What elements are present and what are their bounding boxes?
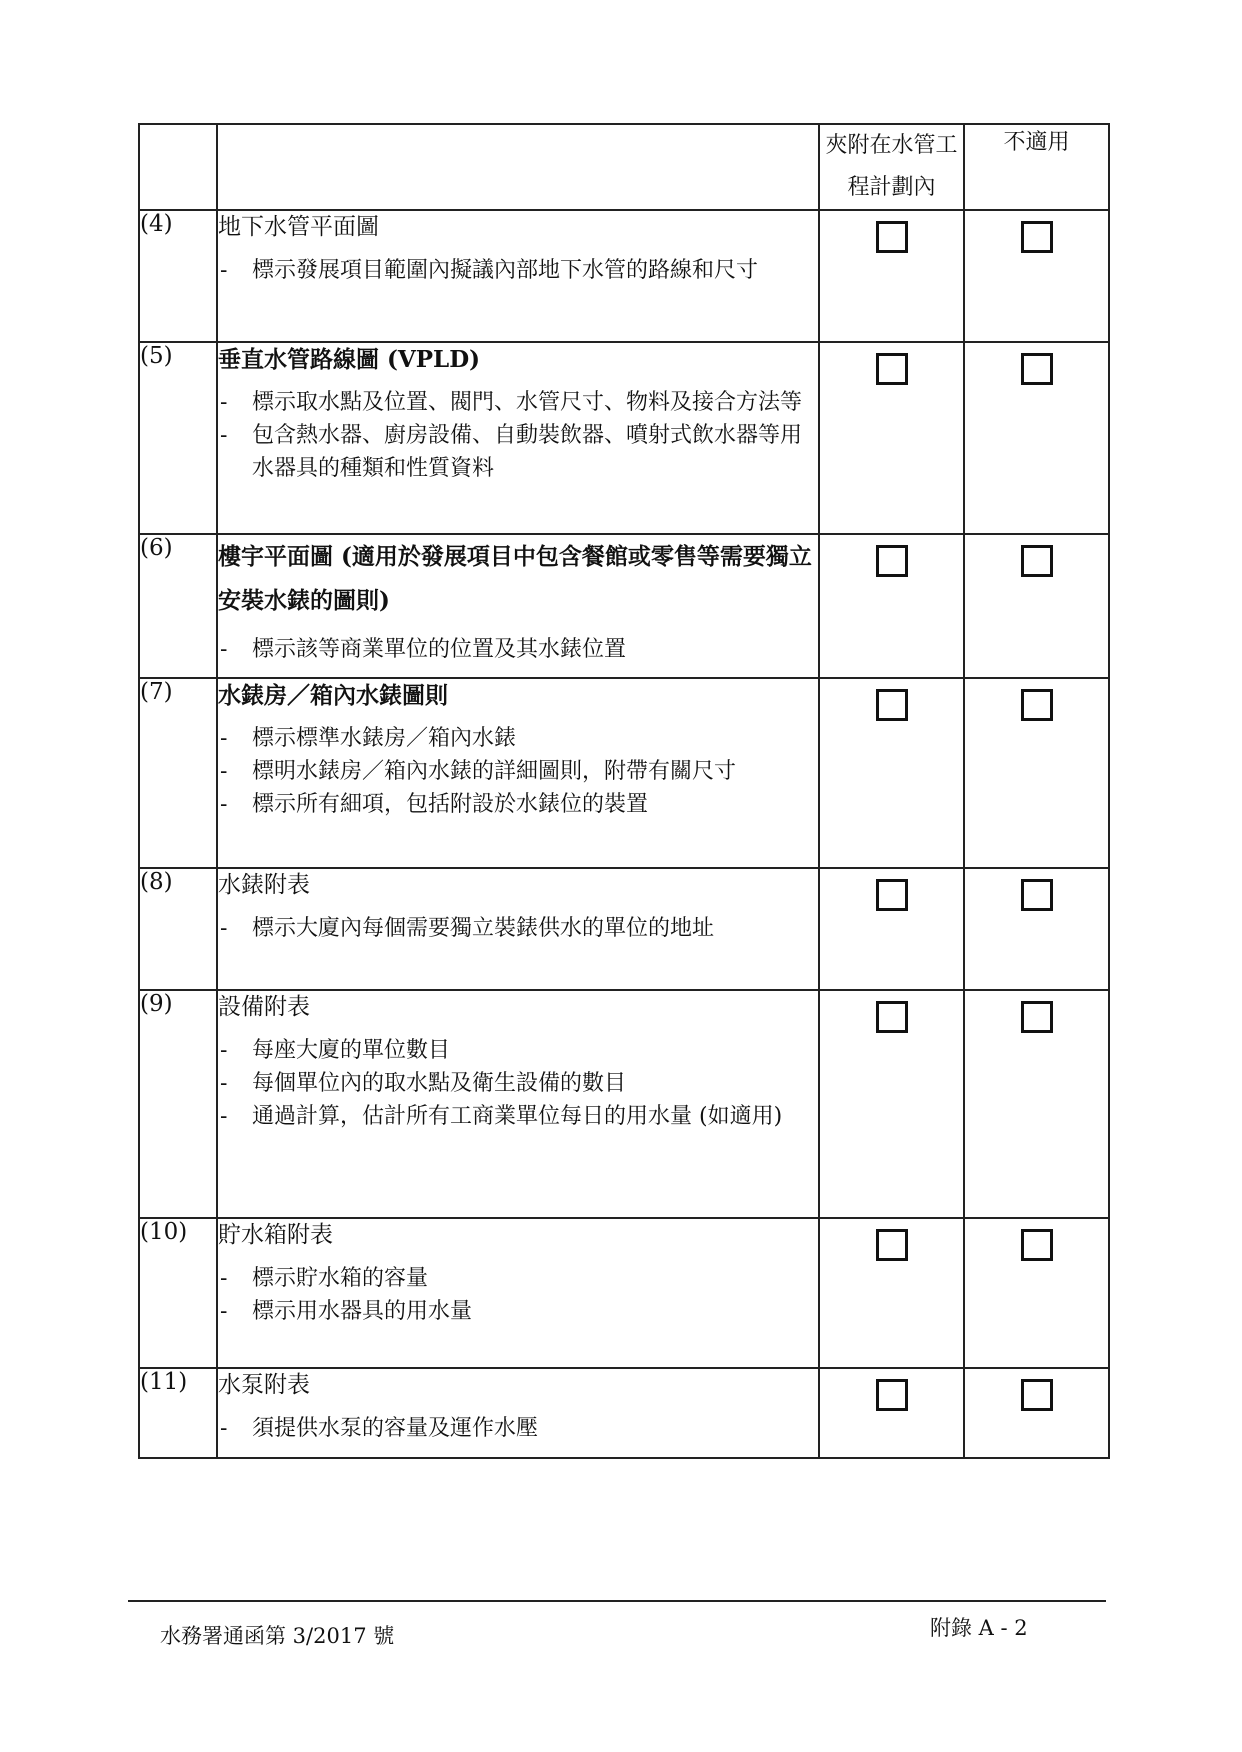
attached-checkbox[interactable] <box>876 545 908 577</box>
attached-cell <box>819 342 964 534</box>
table-row <box>139 1218 1109 1368</box>
list-item: - 標示該等商業單位的位置及其水錶位置 <box>218 633 818 666</box>
attached-cell <box>819 678 964 868</box>
row-description <box>217 868 819 990</box>
attached-cell <box>819 1218 964 1368</box>
appendix-page-number: 附錄 A - 2 <box>930 1616 1028 1640</box>
attached-cell <box>819 990 964 1218</box>
list-item: - 標明水錶房／箱內水錶的詳細圖則，附帶有關尺寸 <box>218 755 818 788</box>
not-applicable-cell <box>964 210 1109 342</box>
attached-checkbox[interactable] <box>876 879 908 911</box>
not-applicable-cell <box>964 1218 1109 1368</box>
table-row <box>139 210 1109 342</box>
table-row <box>139 868 1109 990</box>
not-applicable-checkbox[interactable] <box>1021 689 1053 721</box>
table-row <box>139 342 1109 534</box>
list-item: - 標示標準水錶房／箱內水錶 <box>218 722 818 755</box>
row-description <box>217 1218 819 1368</box>
table-row <box>139 678 1109 868</box>
list-item: - 每個單位內的取水點及衛生設備的數目 <box>218 1067 818 1100</box>
not-applicable-checkbox[interactable] <box>1021 221 1053 253</box>
table-row <box>139 1368 1109 1458</box>
checklist-table <box>138 123 1110 1459</box>
attached-cell <box>819 534 964 678</box>
row-title: 貯水箱附表 <box>218 1222 333 1248</box>
attached-checkbox[interactable] <box>876 221 908 253</box>
list-item: - 每座大廈的單位數目 <box>218 1034 818 1067</box>
row-number: (9) <box>139 990 217 1218</box>
not-applicable-cell <box>964 678 1109 868</box>
row-title: 設備附表 <box>218 994 310 1020</box>
row-number: (8) <box>139 868 217 990</box>
not-applicable-cell <box>964 1368 1109 1458</box>
row-title: 垂直水管路線圖 (VPLD) <box>218 346 481 373</box>
not-applicable-checkbox[interactable] <box>1021 879 1053 911</box>
list-item: - 標示發展項目範圍內擬議內部地下水管的路線和尺寸 <box>218 254 818 287</box>
attached-cell <box>819 868 964 990</box>
header-not-applicable: 不適用 <box>964 124 1109 210</box>
attached-checkbox[interactable] <box>876 353 908 385</box>
header-blank-description <box>217 124 819 210</box>
row-description <box>217 342 819 534</box>
not-applicable-checkbox[interactable] <box>1021 1229 1053 1261</box>
list-item: - 標示所有細項，包括附設於水錶位的裝置 <box>218 788 818 821</box>
list-item: - 須提供水泵的容量及運作水壓 <box>218 1412 818 1445</box>
list-item: - 通過計算，估計所有工商業單位每日的用水量 (如適用) <box>218 1100 818 1133</box>
row-number: (6) <box>139 534 217 678</box>
header-attached: 夾附在水管工程計劃內 <box>819 124 964 210</box>
attached-checkbox[interactable] <box>876 1229 908 1261</box>
row-title: 水泵附表 <box>218 1372 310 1398</box>
row-title: 樓宇平面圖 (適用於發展項目中包含餐館或零售等需要獨立安裝水錶的圖則) <box>218 543 812 614</box>
list-item: - 標示取水點及位置、閥門、水管尺寸、物料及接合方法等 <box>218 386 818 419</box>
row-number: (4) <box>139 210 217 342</box>
attached-checkbox[interactable] <box>876 1379 908 1411</box>
list-item: - 標示用水器具的用水量 <box>218 1295 818 1328</box>
row-number: (7) <box>139 678 217 868</box>
not-applicable-cell <box>964 342 1109 534</box>
list-item: - 標示貯水箱的容量 <box>218 1262 818 1295</box>
table-row <box>139 534 1109 678</box>
list-item: - 標示大廈內每個需要獨立裝錶供水的單位的地址 <box>218 912 818 945</box>
row-title: 地下水管平面圖 <box>218 214 379 240</box>
attached-checkbox[interactable] <box>876 689 908 721</box>
row-description <box>217 678 819 868</box>
row-number: (11) <box>139 1368 217 1458</box>
attached-cell <box>819 210 964 342</box>
row-description <box>217 210 819 342</box>
header-blank-number <box>139 124 217 210</box>
table-header-row <box>139 124 1109 210</box>
row-title: 水錶房／箱內水錶圖則 <box>218 682 448 709</box>
not-applicable-cell <box>964 868 1109 990</box>
attached-cell <box>819 1368 964 1458</box>
row-number: (5) <box>139 342 217 534</box>
row-description <box>217 990 819 1218</box>
not-applicable-checkbox[interactable] <box>1021 1001 1053 1033</box>
circular-reference: 水務署通函第 3/2017 號 <box>160 1624 395 1648</box>
not-applicable-cell <box>964 534 1109 678</box>
not-applicable-checkbox[interactable] <box>1021 545 1053 577</box>
not-applicable-cell <box>964 990 1109 1218</box>
list-item: - 包含熱水器、廚房設備、自動裝飲器、噴射式飲水器等用水器具的種類和性質資料 <box>218 419 818 485</box>
attached-checkbox[interactable] <box>876 1001 908 1033</box>
row-title: 水錶附表 <box>218 872 310 898</box>
row-number: (10) <box>139 1218 217 1368</box>
not-applicable-checkbox[interactable] <box>1021 353 1053 385</box>
row-description <box>217 534 819 678</box>
not-applicable-checkbox[interactable] <box>1021 1379 1053 1411</box>
table-row <box>139 990 1109 1218</box>
row-description <box>217 1368 819 1458</box>
footer-divider <box>128 1600 1106 1602</box>
